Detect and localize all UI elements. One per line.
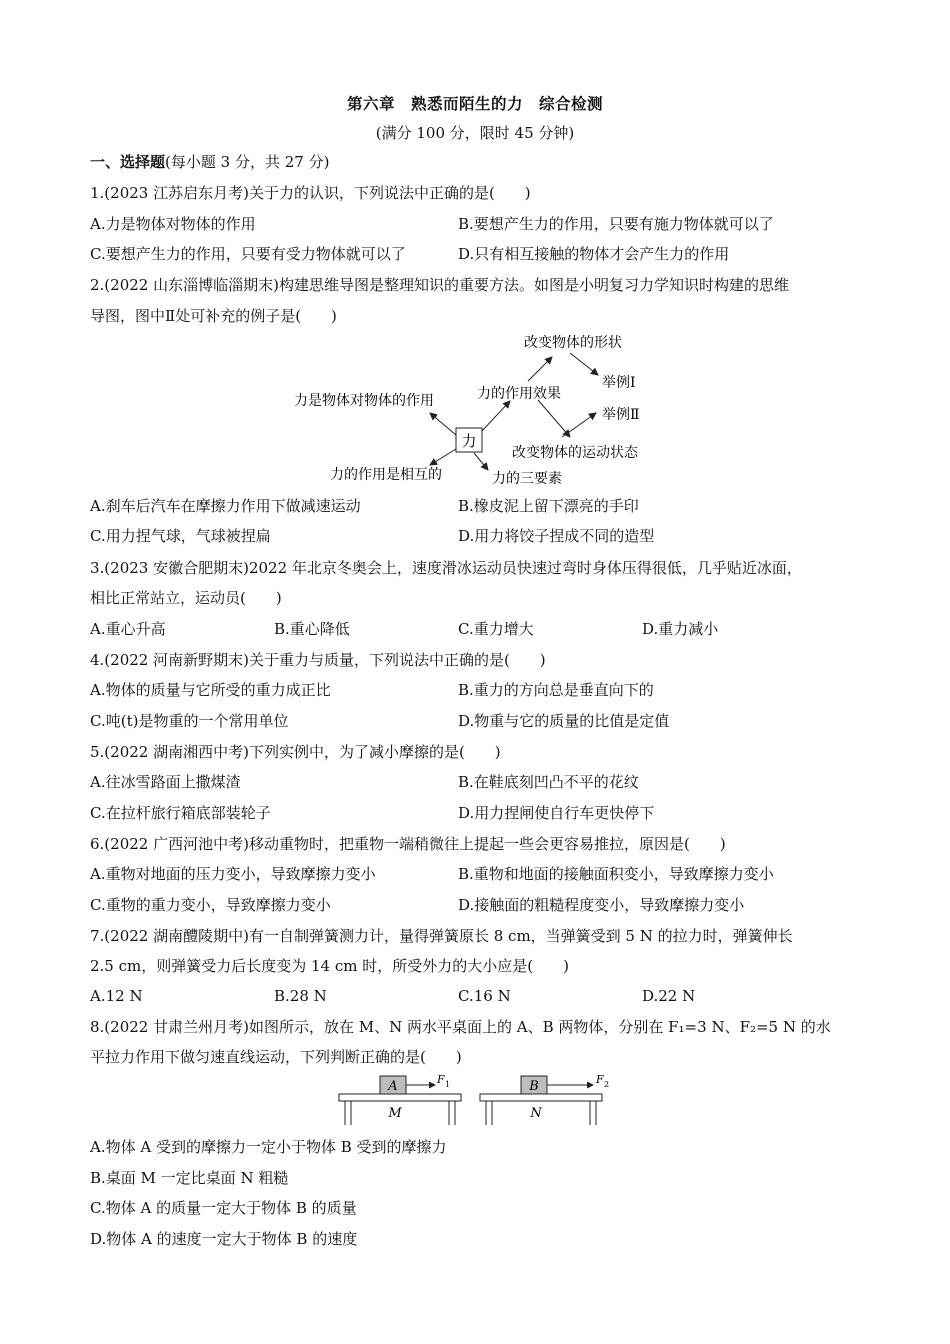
question-3-stem-line2: 相比正常站立，运动员( ) <box>90 589 282 607</box>
tables-figure <box>335 1070 625 1130</box>
mindmap-center: 力 <box>461 432 477 450</box>
question-2-stem-line2: 导图，图中Ⅱ处可补充的例子是( ) <box>90 307 337 325</box>
question-5-stem: 5.(2022 湖南湘西中考)下列实例中，为了减小摩擦的是( ) <box>90 743 501 761</box>
question-8-stem-line2: 平拉力作用下做匀速直线运动，下列判断正确的是( ) <box>90 1048 462 1066</box>
mind-map-figure <box>280 325 680 490</box>
q5-option-b: B.在鞋底刻凹凸不平的花纹 <box>458 773 639 791</box>
section-heading <box>90 152 870 172</box>
question-1-stem: 1.(2023 江苏启东月考)关于力的认识，下列说法中正确的是( ) <box>90 184 531 202</box>
q2-option-a: A.刹车后汽车在摩擦力作用下做减速运动 <box>90 497 361 515</box>
question-3-stem-line1: 3.(2023 安徽合肥期末)2022 年北京冬奥会上，速度滑冰运动员快速过弯时身体压得很低，几乎贴近冰面， <box>90 559 802 577</box>
question-4-stem: 4.(2022 河南新野期末)关于重力与质量，下列说法中正确的是( ) <box>90 651 546 669</box>
q6-option-b: B.重物和地面的接触面积变小，导致摩擦力变小 <box>458 865 774 883</box>
mindmap-ex1: 举例Ⅰ <box>602 375 636 391</box>
block-a-label: A <box>388 1079 398 1094</box>
q8-option-d: D.物体 A 的速度一定大于物体 B 的速度 <box>90 1230 358 1248</box>
mindmap-motion: 改变物体的运动状态 <box>512 445 638 461</box>
q1-option-d: D.只有相互接触的物体才会产生力的作用 <box>458 245 730 263</box>
table-n-label: N <box>530 1106 542 1121</box>
mindmap-left-bottom: 力的作用是相互的 <box>330 467 442 483</box>
q5-option-c: C.在拉杆旅行箱底部装轮子 <box>90 804 271 822</box>
q4-option-d: D.物重与它的质量的比值是定值 <box>458 712 670 730</box>
q1-option-a: A.力是物体对物体的作用 <box>90 215 256 233</box>
q3-option-c: C.重力增大 <box>458 620 534 638</box>
q7-option-c: C.16 N <box>458 987 511 1005</box>
block-b-label: B <box>529 1079 539 1094</box>
q4-option-b: B.重力的方向总是垂直向下的 <box>458 681 654 699</box>
q1-option-b: B.要想产生力的作用，只要有施力物体就可以了 <box>458 215 774 233</box>
question-8-stem-line1: 8.(2022 甘肃兰州月考)如图所示，放在 M、N 两水平桌面上的 A、B 两物体，分别在 F₁=3 N、F₂=5 N 的水 <box>90 1018 831 1036</box>
q3-option-b: B.重心降低 <box>274 620 350 638</box>
force-f1-label: F <box>437 1073 445 1086</box>
q2-option-d: D.用力将饺子捏成不同的造型 <box>458 527 655 545</box>
q2-option-b: B.橡皮泥上留下漂亮的手印 <box>458 497 639 515</box>
question-6-stem: 6.(2022 广西河池中考)移动重物时，把重物一端稍微往上提起一些会更容易推拉，原因是( ) <box>90 835 726 853</box>
q5-option-a: A.往冰雪路面上撒煤渣 <box>90 773 241 791</box>
mindmap-bottom: 力的三要素 <box>492 471 562 487</box>
q5-option-d: D.用力捏闸使自行车更快停下 <box>458 804 655 822</box>
force-f2-sub: 2 <box>604 1080 610 1089</box>
section-note: (每小题 3 分，共 27 分) <box>165 153 330 171</box>
q6-option-a: A.重物对地面的压力变小，导致摩擦力变小 <box>90 865 376 883</box>
mindmap-left-top: 力是物体对物体的作用 <box>294 393 434 409</box>
question-7-stem-line2: 2.5 cm，则弹簧受力后长度变为 14 cm 时，所受外力的大小应是( ) <box>90 957 569 975</box>
mindmap-effect: 力的作用效果 <box>477 386 561 402</box>
q6-option-d: D.接触面的粗糙程度变小，导致摩擦力变小 <box>458 896 745 914</box>
page-title: 第六章 熟悉而陌生的力 综合检测 <box>346 94 603 113</box>
q3-option-d: D.重力减小 <box>642 620 719 638</box>
q8-option-a: A.物体 A 受到的摩擦力一定小于物体 B 受到的摩擦力 <box>90 1138 447 1156</box>
question-2-stem-line1: 2.(2022 山东淄博临淄期末)构建思维导图是整理知识的重要方法。如图是小明复习力学知识时构建的思维 <box>90 276 789 294</box>
q2-option-c: C.用力捏气球，气球被捏扁 <box>90 527 271 545</box>
q7-option-a: A.12 N <box>90 987 143 1005</box>
section-title: 一、选择题 <box>90 153 166 171</box>
page-subtitle: (满分 100 分，限时 45 分钟) <box>375 124 575 142</box>
q3-option-a: A.重心升高 <box>90 620 166 638</box>
question-7-stem-line1: 7.(2022 湖南醴陵期中)有一自制弹簧测力计，量得弹簧原长 8 cm，当弹簧受到 5 N 的拉力时，弹簧伸长 <box>90 927 793 945</box>
q7-option-b: B.28 N <box>274 987 327 1005</box>
force-f1-sub: 1 <box>445 1080 451 1089</box>
mindmap-ex2: 举例Ⅱ <box>602 407 640 423</box>
q4-option-a: A.物体的质量与它所受的重力成正比 <box>90 681 331 699</box>
table-m-label: M <box>388 1106 402 1121</box>
q6-option-c: C.重物的重力变小，导致摩擦力变小 <box>90 896 331 914</box>
mindmap-shape: 改变物体的形状 <box>524 335 622 351</box>
q8-option-b: B.桌面 M 一定比桌面 N 粗糙 <box>90 1169 289 1187</box>
q7-option-d: D.22 N <box>642 987 696 1005</box>
q1-option-c: C.要想产生力的作用，只要有受力物体就可以了 <box>90 245 406 263</box>
force-f2-label: F <box>596 1073 604 1086</box>
q4-option-c: C.吨(t)是物重的一个常用单位 <box>90 712 289 730</box>
q8-option-c: C.物体 A 的质量一定大于物体 B 的质量 <box>90 1199 357 1217</box>
